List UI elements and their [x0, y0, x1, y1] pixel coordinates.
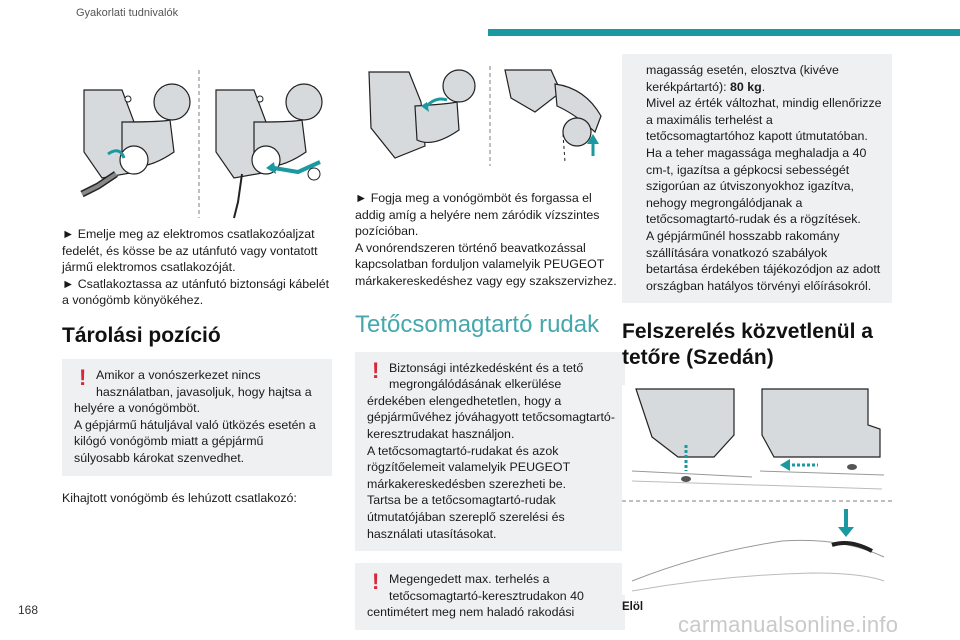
watermark: carmanualsonline.info	[678, 612, 899, 637]
rotation-instruction: ► Fogja meg a vonógömböt és forgassa el addig amíg a helyére nem záródik vízszintes pozícióban.	[355, 191, 600, 239]
storage-caption: Kihajtott vonógömb és lehúzott csatlakozó:	[62, 490, 297, 505]
service-paragraph: A vonórendszeren történő beavatkozással kapcsolatban forduljon valamelyik PEUGEOT márkakereskedéshez vagy egy szakszervizhez.	[355, 240, 617, 288]
header-accent-bar	[488, 29, 960, 36]
column-3	[622, 54, 892, 613]
warning-icon: !	[372, 357, 380, 383]
tow-ball-rotation-illustration	[355, 62, 625, 168]
instruction-1: ► Emelje meg az elektromos csatlakozóaljzat fedelét, és kösse be az utánfutó vagy vontatott jármű elektromos csatlakozóját.	[62, 227, 318, 275]
rotation-text	[355, 190, 625, 290]
load-info-box: magasság esetén, elosztva (kivéve kerékpártartó): 80 kg. Mivel az érték változhat, mindig ellenőrizze a maximális terhelést a tetőcsomagtartóhoz kapott útmutatóban. Ha a teher magassága meghaladja a 40 cm-t, igazítsa a gépkocsi sebességét szigorúan az útviszonyokhoz igazítva, nehogy megrongálódjanak a tetőcsomagtartó-rudak és a rögzítések. A gépjárműnél hosszabb rakomány szállítására vonatkozó szabályok betartása érdekében tájékozódjon az adott országban hatályos törvényi előírásokról.	[622, 54, 892, 303]
roof-bars-warning-1: ! Biztonsági intézkedésként és a tető megrongálódásának elkerülése érdekében elengedhetetlen, hogy a gépjárművéhez jóváhagyott tetőcsomagtartó-keresztrudakat használjon. A tetőcsomagtartó-rudakat és azok rögzítőelemeit valamelyik PEUGEOT márkakereskedésben szerezheti be. Tartsa be a tetőcsomagtartó-rudak útmutatójában szereplő szerelési és használati utasításokat.	[355, 352, 625, 552]
storage-heading: Tárolási pozíció	[62, 323, 221, 347]
connector-instructions	[62, 226, 332, 309]
page-number: 168	[18, 603, 39, 617]
roof-mounting-illustration	[622, 385, 892, 595]
column-2	[355, 62, 625, 630]
tow-hitch-connector-illustration	[62, 62, 332, 220]
roof-bars-warning-2: ! Megengedett max. terhelés a tetőcsomagtartó-keresztrudakon 40 centimétert meg nem haladó rakodási	[355, 563, 625, 630]
roof-bars-heading: Tetőcsomagtartó rudak	[355, 310, 600, 338]
warning-icon: !	[79, 364, 87, 390]
storage-warning: ! Amikor a vonószerkezet nincs használatban, javasoljuk, hogy hajtsa a helyére a vonógömböt. A gépjármű hátuljával való ütközés esetén a kilógó vonógömb miatt a gépjármű súlyosabb károkat szenvedhet.	[62, 359, 332, 476]
section-title: Gyakorlati tudnivalók	[76, 7, 179, 19]
sedan-roof-heading: Felszerelés közvetlenül a tetőre (Szedán)	[622, 320, 873, 370]
instruction-2: ► Csatlakoztassa az utánfutó biztonsági kábelét a vonógömb könyökéhez.	[62, 276, 330, 308]
column-1	[62, 62, 332, 506]
warning-icon: !	[372, 569, 380, 595]
front-label: Elöl	[622, 601, 644, 614]
